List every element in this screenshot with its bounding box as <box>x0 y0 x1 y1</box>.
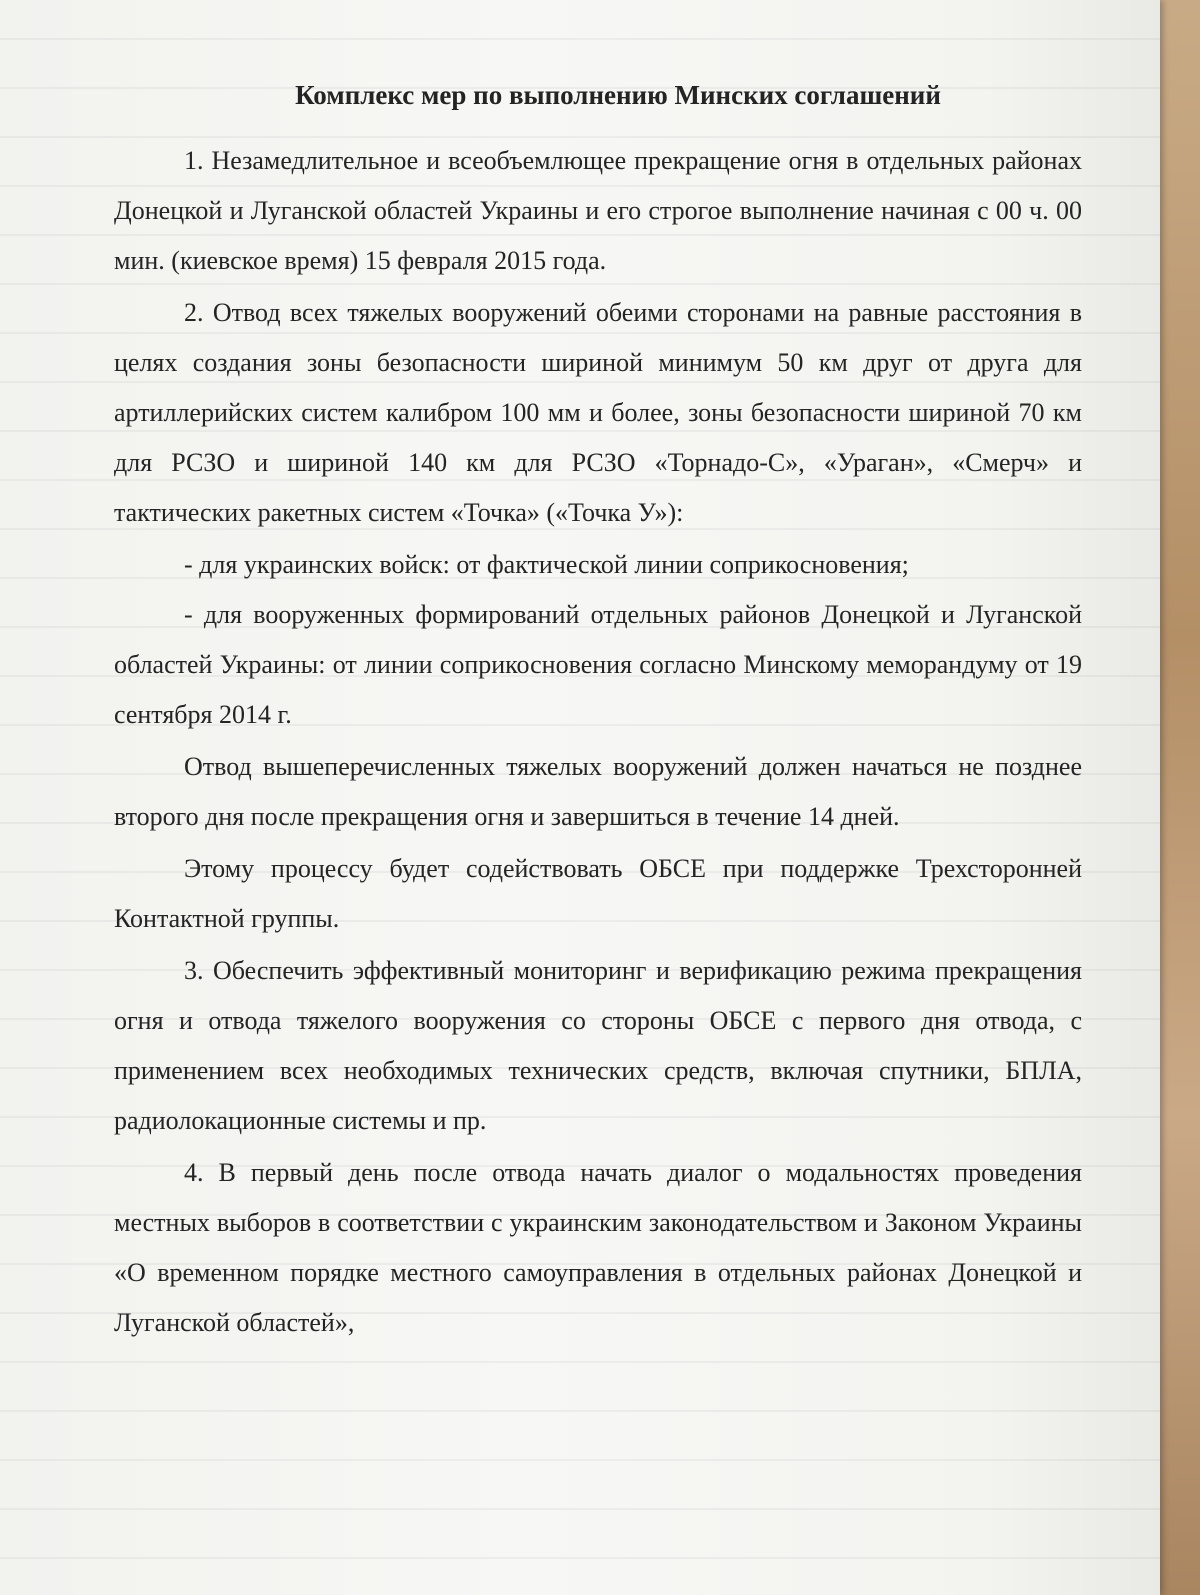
paragraph-weapons-withdrawal: 2. Отвод всех тяжелых вооружений обеими сторонами на равные расстояния в целях создания зоны безопасности шириной минимум 50 км друг от друга для артиллерийских систем калибром 100 мм и более, зоны безопасности шириной 70 км для РСЗО и шириной 140 км для РСЗО «Торнадо-С», «Ураган», «Смерч» и тактических ракетных систем «Точка» («Точка У»): <box>114 298 1082 527</box>
paragraph-local-elections: 4. В первый день после отвода начать диалог о модальностях проведения местных выборов в соответствии с украинским законодательством и Законом Украины «О временном порядке местного самоуправления в отдельных районах Донецкой и Луганской областей», <box>114 1158 1082 1337</box>
paragraph-monitoring: 3. Обеспечить эффективный мониторинг и верификацию режима прекращения огня и отвода тяжелого вооружения со стороны ОБСЕ с первого дня отвода, с применением всех необходимых технических средств, включая спутники, БПЛА, радиолокационные системы и пр. <box>114 956 1082 1135</box>
list-item-ukrainian-troops: - для украинских войск: от фактической линии соприкосновения; <box>184 550 909 579</box>
paragraph-ceasefire: 1. Незамедлительное и всеобъемлющее прекращение огня в отдельных районах Донецкой и Луганской областей Украины и его строгое выполнение начиная с 00 ч. 00 мин. (киевское время) 15 февраля 2015 года. <box>114 146 1082 275</box>
paragraph-withdrawal-timeline: Отвод вышеперечисленных тяжелых вооружений должен начаться не позднее второго дня после прекращения огня и завершиться в течение 14 дней. <box>114 752 1082 831</box>
paragraph-osce-support: Этому процессу будет содействовать ОБСЕ при поддержке Трехсторонней Контактной группы. <box>114 854 1082 933</box>
list-item-armed-formations: - для вооруженных формирований отдельных районов Донецкой и Луганской областей Украины: от линии соприкосновения согласно Минскому меморандуму от 19 сентября 2014 г. <box>114 600 1082 729</box>
document-body <box>114 78 1082 1350</box>
document-title: Комплекс мер по выполнению Минских соглашений <box>295 80 941 110</box>
